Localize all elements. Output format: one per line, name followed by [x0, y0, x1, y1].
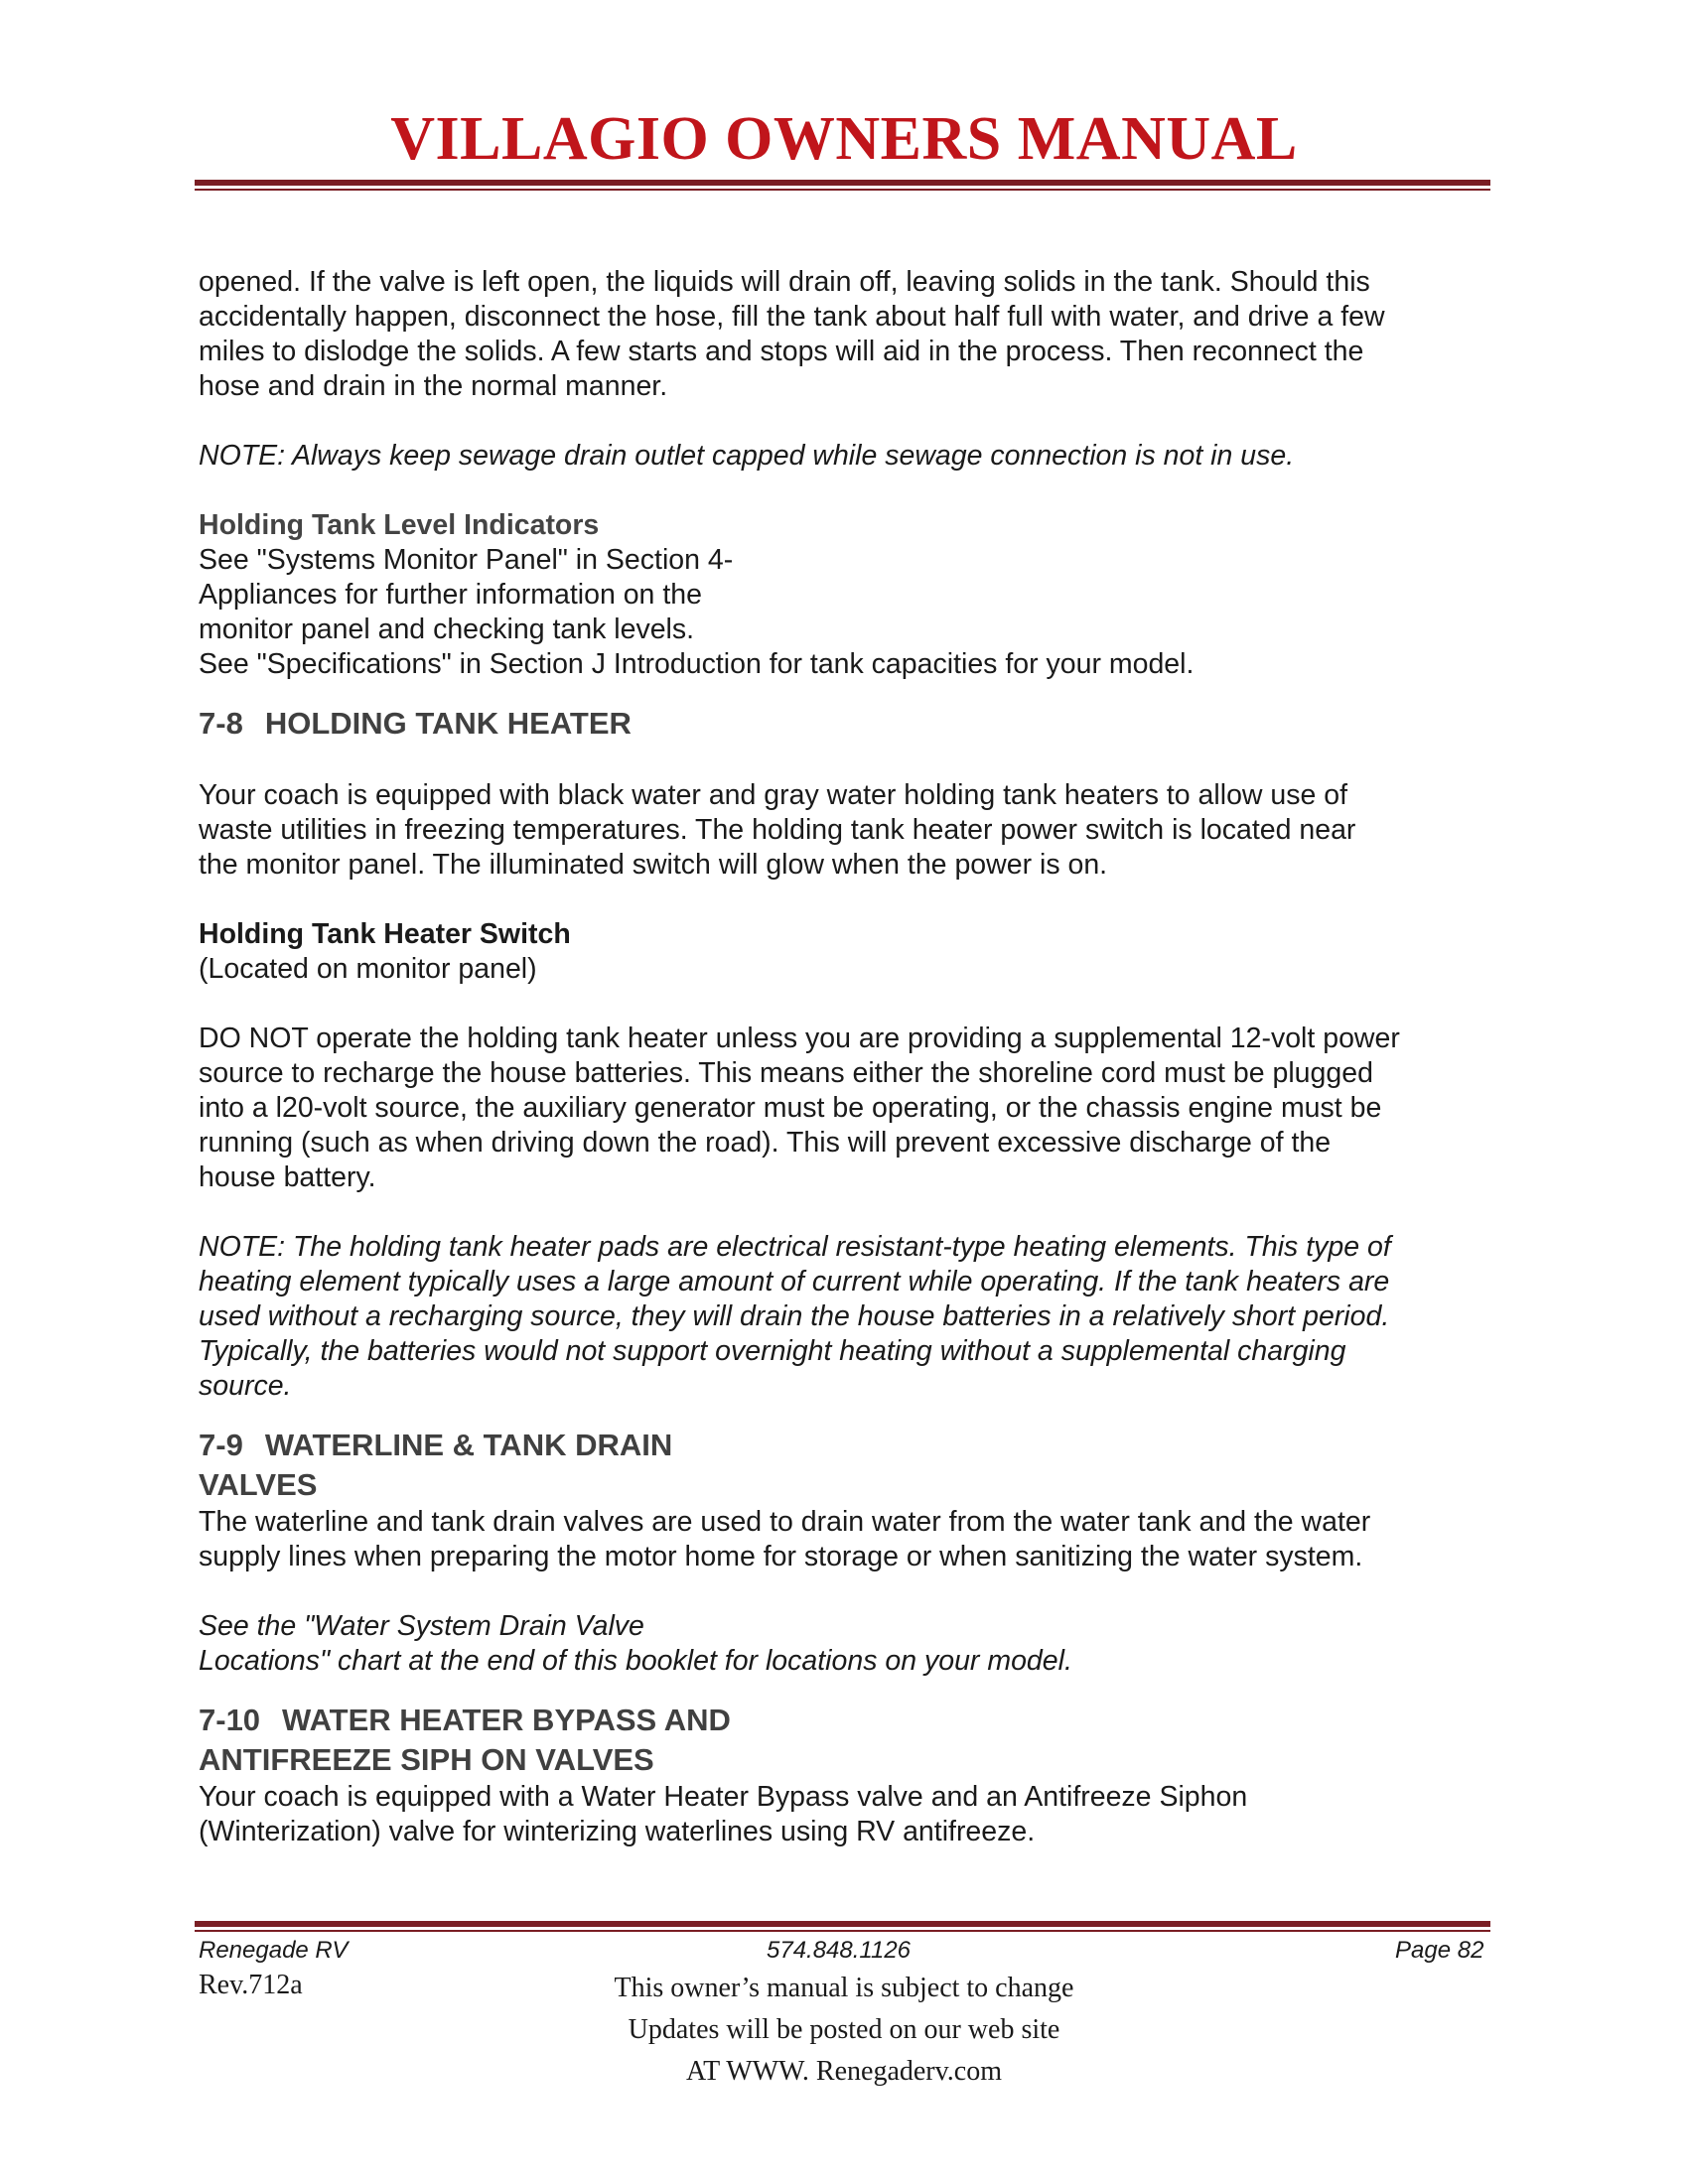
text-line: See the "Water System Drain Valve — [199, 1610, 644, 1642]
section-7-9-heading — [199, 1426, 1499, 1465]
section-title-continued: VALVES — [199, 1467, 318, 1502]
section-title: HOLDING TANK HEATER — [264, 706, 632, 741]
text-line: DO NOT operate the holding tank heater unless you are providing a supplemental 12-volt power — [199, 1023, 1400, 1054]
text-line: into a l20-volt source, the auxiliary generator must be operating, or the chassis engine must be — [199, 1092, 1382, 1124]
text-line: opened. If the valve is left open, the liquids will drain off, leaving solids in the tank. Should this — [199, 266, 1370, 298]
text-line: Typically, the batteries would not support overnight heating without a supplemental charging — [199, 1335, 1346, 1367]
text-line: See "Specifications" in Section J Introduction for tank capacities for your model. — [199, 648, 1195, 680]
footer-phone: 574.848.1126 — [767, 1937, 912, 1964]
section-number: 7-8 — [199, 706, 243, 741]
text-line: See "Systems Monitor Panel" in Section 4- — [199, 544, 734, 576]
text-line: Your coach is equipped with a Water Heater Bypass valve and an Antifreeze Siphon — [199, 1781, 1248, 1813]
header-rule-thin — [195, 189, 1490, 191]
footer-rule-thin — [195, 1930, 1490, 1932]
see-drain-valve-chart — [199, 1609, 1499, 1679]
footer-revision: Rev.712a — [199, 1970, 303, 2000]
text-line: Locations" chart at the end of this booklet for locations on your model. — [199, 1645, 1072, 1677]
note-sewage-cap: NOTE: Always keep sewage drain outlet capped while sewage connection is not in use. — [199, 440, 1295, 472]
text-line: (Located on monitor panel) — [199, 953, 537, 985]
text-line: source. — [199, 1370, 292, 1402]
footer-notice — [556, 1968, 1132, 2093]
section-title: WATERLINE & TANK DRAIN — [264, 1428, 673, 1462]
text-line: running (such as when driving down the road). This will prevent excessive discharge of the — [199, 1127, 1332, 1159]
text-line: Appliances for further information on the — [199, 579, 702, 611]
text-line: heating element typically uses a large amount of current while operating. If the tank heaters are — [199, 1266, 1390, 1297]
text-line: source to recharge the house batteries. This means either the shoreline cord must be plugged — [199, 1057, 1373, 1089]
section-title: WATER HEATER BYPASS AND — [282, 1703, 731, 1737]
text-line: supply lines when preparing the motor home for storage or when sanitizing the water system. — [199, 1541, 1363, 1572]
header-rule-thick — [195, 180, 1490, 186]
text-line: used without a recharging source, they will drain the house batteries in a relatively short period. — [199, 1300, 1390, 1332]
page-content — [199, 265, 1499, 1849]
manual-title: VILLAGIO OWNERS MANUAL — [390, 105, 1298, 173]
text-line: (Winterization) valve for winterizing waterlines using RV antifreeze. — [199, 1816, 1036, 1847]
text-line: NOTE: The holding tank heater pads are electrical resistant-type heating elements. This type of — [199, 1231, 1391, 1263]
notice-line: This owner’s manual is subject to change — [614, 1973, 1074, 2003]
text-line: miles to dislodge the solids. A few starts and stops will aid in the process. Then reconnect the — [199, 336, 1364, 367]
text-line: the monitor panel. The illuminated switch will glow when the power is on. — [199, 849, 1108, 881]
note-heater-pads — [199, 1230, 1499, 1404]
footer-rule-thick — [195, 1921, 1490, 1927]
section-7-10-heading — [199, 1701, 1499, 1740]
text-line: house battery. — [199, 1161, 376, 1193]
notice-line: AT WWW. Renegaderv.com — [685, 2056, 1003, 2087]
footer-company: Renegade RV — [199, 1937, 349, 1964]
section-7-8-heading — [199, 704, 1499, 744]
text-line: accidentally happen, disconnect the hose, fill the tank about half full with water, and drive a few — [199, 301, 1385, 333]
heater-switch-heading: Holding Tank Heater Switch — [199, 918, 571, 950]
text-line: hose and drain in the normal manner. — [199, 370, 668, 402]
section-number: 7-9 — [199, 1428, 243, 1462]
text-line: waste utilities in freezing temperatures. The holding tank heater power switch is located near — [199, 814, 1356, 846]
notice-line: Updates will be posted on our web site — [628, 2014, 1060, 2045]
text-line: monitor panel and checking tank levels. — [199, 614, 695, 645]
footer-page-number: Page 82 — [1395, 1937, 1484, 1964]
level-indicators-heading: Holding Tank Level Indicators — [199, 509, 600, 541]
section-number: 7-10 — [199, 1703, 261, 1737]
section-title-continued: ANTIFREEZE SIPH ON VALVES — [199, 1742, 654, 1777]
text-line: Your coach is equipped with black water and gray water holding tank heaters to allow use of — [199, 779, 1348, 811]
text-line: The waterline and tank drain valves are used to drain water from the water tank and the water — [199, 1506, 1371, 1538]
intro-paragraph — [199, 265, 1499, 404]
